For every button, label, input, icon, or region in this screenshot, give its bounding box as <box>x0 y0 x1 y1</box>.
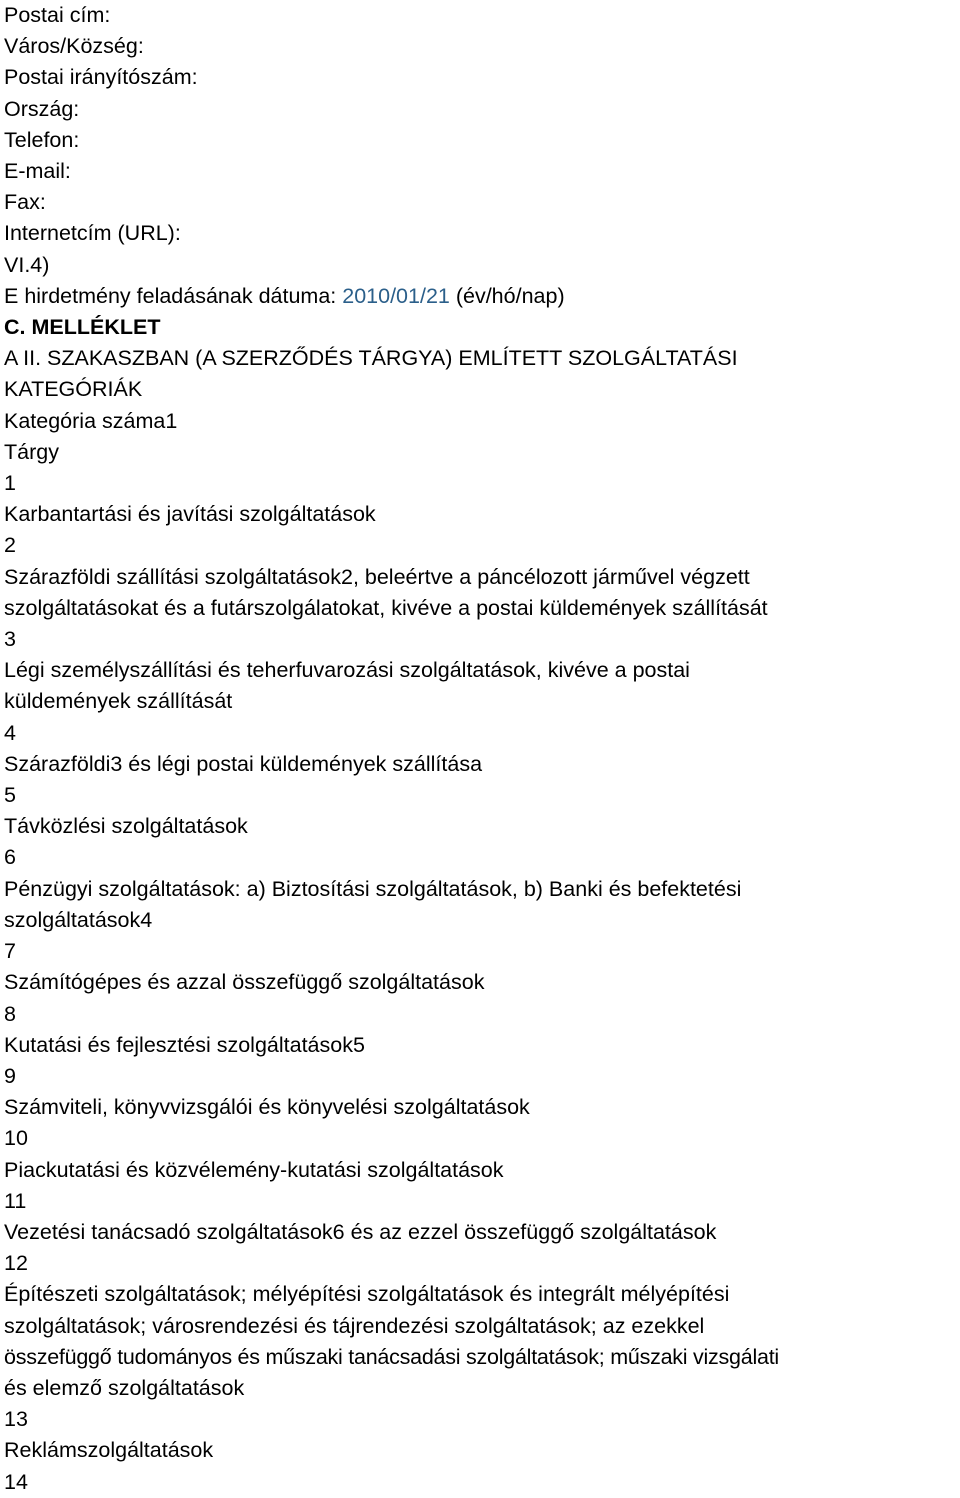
category-text-line: Pénzügyi szolgáltatások: a) Biztosítási szolgáltatások, b) Banki és befektetési <box>4 876 742 901</box>
category-text-line: Számviteli, könyvvizsgálói és könyvelési szolgáltatások <box>4 1095 530 1120</box>
category-text-line: szolgáltatások4 <box>4 907 153 932</box>
category-number: 14 <box>4 1469 28 1494</box>
dispatch-date-prefix: E hirdetmény feladásának dátuma: <box>4 283 337 308</box>
subject-label: Tárgy <box>4 439 59 464</box>
dispatch-date-value: 2010/01/21 <box>342 283 450 308</box>
category-number: 8 <box>4 1001 16 1026</box>
dispatch-date-line <box>4 281 958 312</box>
category-text-line: Építészeti szolgáltatások; mélyépítési szolgáltatások és integrált mélyépítési <box>4 1282 730 1307</box>
category-number: 6 <box>4 845 16 870</box>
category-text-line: Légi személyszállítási és teherfuvarozási szolgáltatások, kivéve a postai <box>4 658 690 683</box>
category-text-line: szolgáltatásokat és a futárszolgálatokat, kivéve a postai küldemények szállítását <box>4 595 768 620</box>
category-text-line: Reklámszolgáltatások <box>4 1438 214 1463</box>
annex-title: C. MELLÉKLET <box>4 315 161 340</box>
category-number: 5 <box>4 783 16 808</box>
category-number: 11 <box>4 1188 27 1213</box>
category-text-line: Piackutatási és közvélemény-kutatási szolgáltatások <box>4 1157 504 1182</box>
category-number: 4 <box>4 720 16 745</box>
category-text-line: Szárazföldi3 és légi postai küldemények szállítása <box>4 751 483 776</box>
category-text-line: és elemző szolgáltatások <box>4 1375 245 1400</box>
category-number: 13 <box>4 1407 28 1432</box>
category-number: 3 <box>4 627 16 652</box>
postal-code-label: Postai irányítószám: <box>4 65 198 90</box>
category-number: 9 <box>4 1063 16 1088</box>
email-label: E-mail: <box>4 159 71 184</box>
category-text-line: Vezetési tanácsadó szolgáltatások6 és az ezzel összefüggő szolgáltatások <box>4 1219 717 1244</box>
category-number-label: Kategória száma1 <box>4 408 178 433</box>
section-vi4-label: VI.4) <box>4 252 50 277</box>
fax-label: Fax: <box>4 190 46 215</box>
category-text-line: Karbantartási és javítási szolgáltatások <box>4 502 376 527</box>
category-number: 10 <box>4 1126 28 1151</box>
annex-heading-line-1: A II. SZAKASZBAN (A SZERZŐDÉS TÁRGYA) EMLÍTETT SZOLGÁLTATÁSI <box>4 346 738 371</box>
annex-heading-line-2: KATEGÓRIÁK <box>4 377 143 402</box>
dispatch-date-suffix: (év/hó/nap) <box>455 283 565 308</box>
category-list <box>4 468 958 1498</box>
category-number: 7 <box>4 939 16 964</box>
city-label: Város/Község: <box>4 34 144 59</box>
postal-address-label: Postai cím: <box>4 3 111 27</box>
document-page <box>4 0 958 1498</box>
category-text-line: Kutatási és fejlesztési szolgáltatások5 <box>4 1032 365 1057</box>
url-label: Internetcím (URL): <box>4 221 181 246</box>
phone-label: Telefon: <box>4 127 80 152</box>
category-number: 1 <box>4 471 16 496</box>
category-number: 12 <box>4 1251 28 1276</box>
country-label: Ország: <box>4 96 80 121</box>
category-number: 2 <box>4 533 16 558</box>
category-text-line: szolgáltatások; városrendezési és tájrendezési szolgáltatások; az ezekkel <box>4 1313 705 1338</box>
category-text-line: Szárazföldi szállítási szolgáltatások2, beleértve a páncélozott járművel végzett <box>4 564 750 589</box>
category-text-line: összefüggő tudományos és műszaki tanácsadási szolgáltatások; műszaki vizsgálati <box>4 1344 779 1369</box>
category-text-line: Számítógépes és azzal összefüggő szolgáltatások <box>4 970 485 995</box>
category-text-line: Távközlési szolgáltatások <box>4 814 248 839</box>
category-text-line: küldemények szállítását <box>4 689 233 714</box>
